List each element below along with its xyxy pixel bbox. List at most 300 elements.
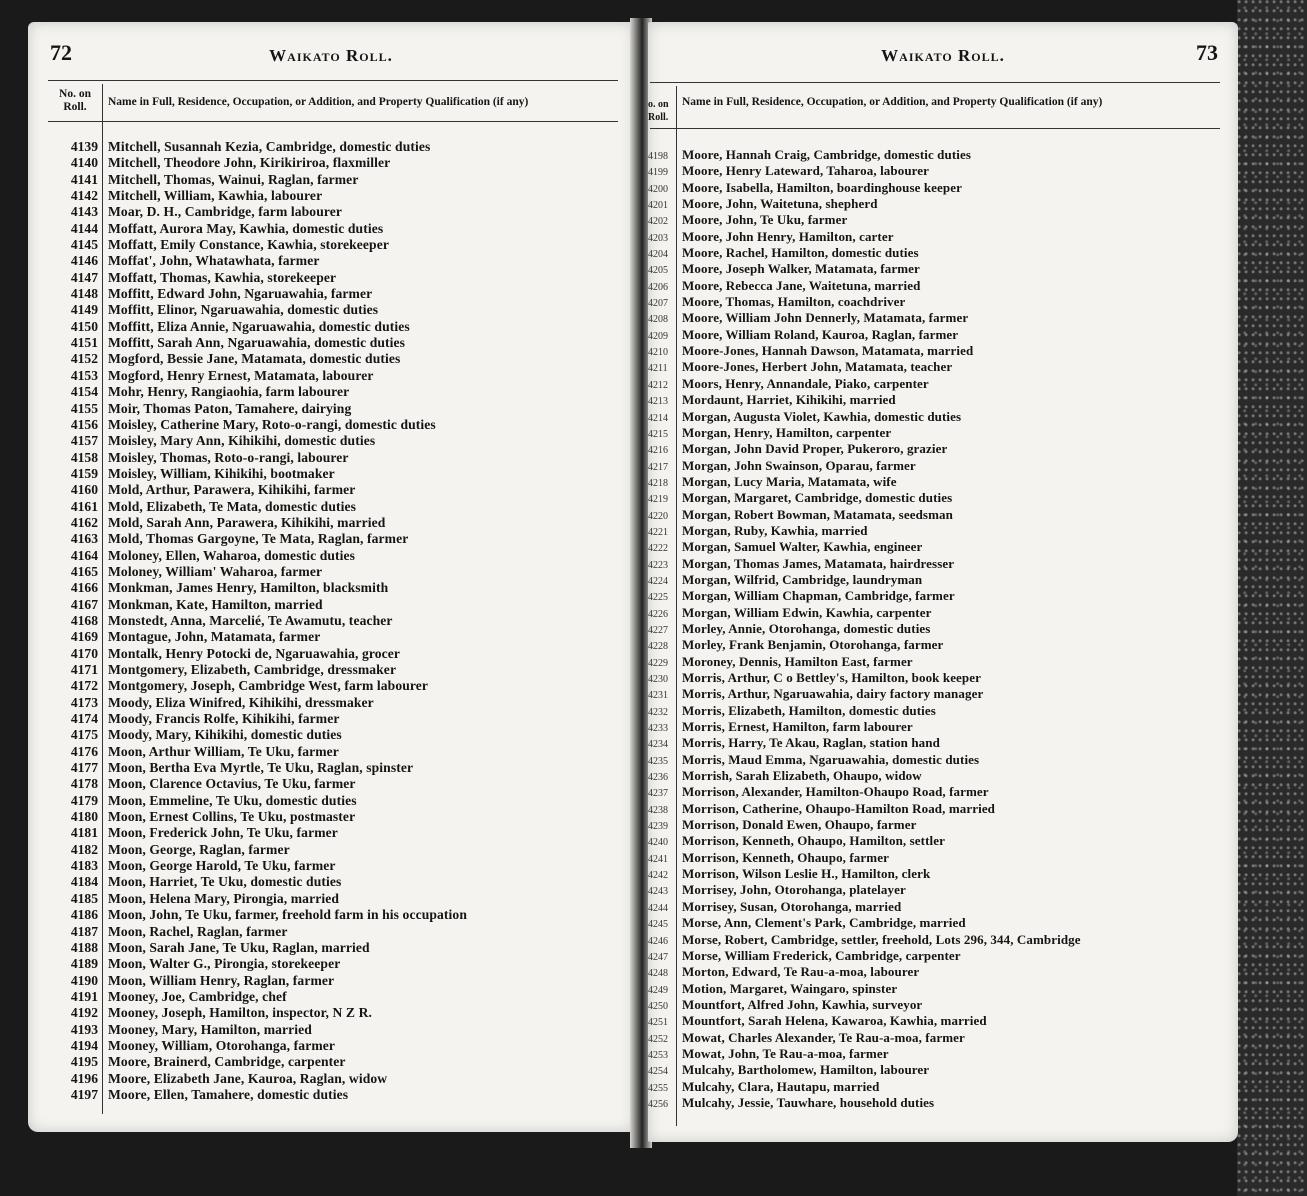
left-col-no-line2: Roll. xyxy=(63,101,87,113)
roll-name-details: Mountfort, Alfred John, Kawhia, surveyor xyxy=(682,996,923,1012)
roll-entry xyxy=(50,384,467,400)
roll-entry xyxy=(648,458,1081,474)
roll-number: 4150 xyxy=(70,318,98,334)
roll-number: 4176 xyxy=(70,743,98,759)
roll-number: 4143 xyxy=(70,204,98,220)
roll-name-details: Moisley, Mary Ann, Kihikihi, domestic duties xyxy=(108,433,376,449)
roll-entry xyxy=(648,654,1081,670)
roll-entry xyxy=(648,588,1081,604)
roll-name-details: Moon, Rachel, Raglan, farmer xyxy=(108,923,288,939)
roll-entry xyxy=(648,343,1081,359)
roll-number: 4158 xyxy=(70,449,98,465)
roll-name-details: Morgan, William Edwin, Kawhia, carpenter xyxy=(682,604,932,620)
roll-entry xyxy=(50,351,467,367)
roll-number: 4146 xyxy=(70,253,98,269)
roll-entry xyxy=(50,924,467,940)
roll-number: 4228 xyxy=(648,641,668,653)
roll-entry xyxy=(648,1062,1081,1078)
roll-number: 4191 xyxy=(70,988,98,1004)
roll-entry xyxy=(50,499,467,515)
right-page xyxy=(648,22,1238,1142)
roll-name-details: Moore, John, Waitetuna, shepherd xyxy=(682,196,878,212)
roll-name-details: Moore, Rebecca Jane, Waitetuna, married xyxy=(682,277,921,293)
roll-number: 4185 xyxy=(70,890,98,906)
roll-number: 4148 xyxy=(70,286,98,302)
roll-entry xyxy=(50,662,467,678)
roll-number: 4216 xyxy=(648,445,668,457)
left-top-rule xyxy=(48,80,618,81)
roll-number: 4213 xyxy=(648,396,668,408)
roll-number: 4222 xyxy=(648,543,668,555)
roll-name-details: Moore, Ellen, Tamahere, domestic duties xyxy=(108,1086,349,1102)
left-roll-list xyxy=(50,139,467,1103)
roll-number: 4206 xyxy=(648,281,668,293)
roll-number: 4183 xyxy=(70,858,98,874)
roll-entry xyxy=(648,768,1081,784)
left-header-rule xyxy=(48,121,618,122)
roll-entry xyxy=(648,310,1081,326)
roll-number: 4202 xyxy=(648,216,668,228)
roll-entry xyxy=(50,809,467,825)
roll-name-details: Mitchell, Thomas, Wainui, Raglan, farmer xyxy=(108,171,359,187)
left-col-no-header xyxy=(50,88,100,114)
roll-name-details: Mold, Arthur, Parawera, Kihikihi, farmer xyxy=(108,482,356,498)
roll-name-details: Moar, D. H., Cambridge, farm labourer xyxy=(108,204,343,220)
roll-number: 4233 xyxy=(648,723,668,735)
roll-entry xyxy=(50,433,467,449)
roll-name-details: Mold, Sarah Ann, Parawera, Kihikihi, married xyxy=(108,514,386,530)
roll-name-details: Morgan, Lucy Maria, Matamata, wife xyxy=(682,473,897,489)
roll-name-details: Mogford, Henry Ernest, Matamata, labourer xyxy=(108,367,374,383)
roll-entry xyxy=(50,907,467,923)
roll-name-details: Moore, John, Te Uku, farmer xyxy=(682,212,848,228)
left-page xyxy=(28,22,634,1132)
roll-entry xyxy=(50,401,467,417)
roll-number: 4227 xyxy=(648,624,668,636)
roll-name-details: Morrisey, John, Otorohanga, platelayer xyxy=(682,882,906,898)
roll-name-details: Morgan, William Chapman, Cambridge, farmer xyxy=(682,588,955,604)
roll-entry xyxy=(648,686,1081,702)
roll-entry xyxy=(50,139,467,155)
roll-entry xyxy=(648,539,1081,555)
roll-name-details: Mulcahy, Jessie, Tauwhare, household duties xyxy=(682,1094,935,1110)
roll-number: 4217 xyxy=(648,461,668,473)
roll-entry xyxy=(50,531,467,547)
roll-number: 4197 xyxy=(70,1086,98,1102)
roll-name-details: Moody, Francis Rolfe, Kihikihi, farmer xyxy=(108,711,340,727)
roll-name-details: Morley, Frank Benjamin, Otorohanga, farmer xyxy=(682,637,944,653)
right-roll-list xyxy=(648,147,1081,1111)
roll-entry xyxy=(648,719,1081,735)
roll-name-details: Mordaunt, Harriet, Kihikihi, married xyxy=(682,392,896,408)
roll-number: 4243 xyxy=(648,886,668,898)
roll-number: 4221 xyxy=(648,526,668,538)
roll-number: 4237 xyxy=(648,788,668,800)
roll-name-details: Moon, Harriet, Te Uku, domestic duties xyxy=(108,874,342,890)
roll-entry xyxy=(648,605,1081,621)
roll-name-details: Morse, Ann, Clement's Park, Cambridge, married xyxy=(682,915,966,931)
roll-entry xyxy=(648,932,1081,948)
roll-entry xyxy=(50,1022,467,1038)
left-col-no-line1: No. on xyxy=(59,88,91,100)
roll-number: 4186 xyxy=(70,907,98,923)
roll-name-details: Morgan, Samuel Walter, Kawhia, engineer xyxy=(682,539,923,555)
roll-entry xyxy=(648,163,1081,179)
roll-name-details: Morrison, Kenneth, Ohaupo, Hamilton, settler xyxy=(682,833,945,849)
roll-entry xyxy=(648,261,1081,277)
roll-name-details: Moon, Frederick John, Te Uku, farmer xyxy=(108,825,338,841)
roll-number: 4144 xyxy=(70,220,98,236)
roll-entry xyxy=(50,744,467,760)
roll-name-details: Morgan, Henry, Hamilton, carpenter xyxy=(682,424,892,440)
roll-entry xyxy=(50,989,467,1005)
roll-name-details: Moir, Thomas Paton, Tamahere, dairying xyxy=(108,400,352,416)
roll-name-details: Moore-Jones, Herbert John, Matamata, teacher xyxy=(682,359,953,375)
roll-name-details: Morris, Arthur, Ngaruawahia, dairy factory manager xyxy=(682,686,984,702)
roll-name-details: Moffitt, Sarah Ann, Ngaruawahia, domestic duties xyxy=(108,335,406,351)
roll-entry xyxy=(50,891,467,907)
roll-entry xyxy=(648,752,1081,768)
roll-number: 4187 xyxy=(70,923,98,939)
roll-entry xyxy=(50,727,467,743)
roll-entry xyxy=(648,735,1081,751)
roll-entry xyxy=(648,441,1081,457)
roll-entry xyxy=(648,229,1081,245)
roll-number: 4178 xyxy=(70,776,98,792)
roll-name-details: Moody, Eliza Winifred, Kihikihi, dressmaker xyxy=(108,694,374,710)
roll-entry xyxy=(50,1005,467,1021)
roll-entry xyxy=(648,523,1081,539)
roll-number: 4165 xyxy=(70,563,98,579)
roll-name-details: Moffatt, Thomas, Kawhia, storekeeper xyxy=(108,269,337,285)
roll-name-details: Mold, Thomas Gargoyne, Te Mata, Raglan, farmer xyxy=(108,531,409,547)
roll-number: 4252 xyxy=(648,1033,668,1045)
roll-name-details: Montgomery, Joseph, Cambridge West, farm labourer xyxy=(108,678,429,694)
roll-number: 4198 xyxy=(648,151,668,162)
roll-entry xyxy=(50,858,467,874)
roll-number: 4254 xyxy=(648,1066,668,1078)
roll-entry xyxy=(50,825,467,841)
roll-number: 4211 xyxy=(648,363,668,375)
roll-number: 4232 xyxy=(648,706,668,718)
roll-number: 4188 xyxy=(70,939,98,955)
roll-name-details: Morgan, John David Proper, Pukeroro, grazier xyxy=(682,441,948,457)
roll-name-details: Morgan, John Swainson, Oparau, farmer xyxy=(682,457,916,473)
roll-name-details: Moroney, Dennis, Hamilton East, farmer xyxy=(682,653,913,669)
roll-name-details: Mitchell, Susannah Kezia, Cambridge, domestic duties xyxy=(108,139,431,154)
roll-entry xyxy=(648,474,1081,490)
roll-number: 4199 xyxy=(648,167,668,179)
left-page-number: 72 xyxy=(50,40,72,65)
roll-entry xyxy=(50,842,467,858)
roll-name-details: Mooney, Joseph, Hamilton, inspector, N Z R. xyxy=(108,1005,372,1021)
right-page-number: 73 xyxy=(1196,40,1218,65)
roll-name-details: Morris, Arthur, C o Bettley's, Hamilton, book keeper xyxy=(682,670,982,685)
roll-entry xyxy=(50,760,467,776)
roll-entry xyxy=(648,621,1081,637)
roll-entry xyxy=(50,172,467,188)
roll-entry xyxy=(50,188,467,204)
roll-name-details: Morris, Maud Emma, Ngaruawahia, domestic duties xyxy=(682,751,980,767)
roll-name-details: Mountfort, Sarah Helena, Kawaroa, Kawhia, married xyxy=(682,1013,987,1029)
roll-name-details: Moloney, Ellen, Waharoa, domestic duties xyxy=(108,547,356,563)
roll-number: 4255 xyxy=(648,1082,668,1094)
roll-number: 4204 xyxy=(648,249,668,261)
roll-number: 4248 xyxy=(648,968,668,980)
roll-name-details: Montalk, Henry Potocki de, Ngaruawahia, grocer xyxy=(108,645,401,661)
roll-number: 4151 xyxy=(70,335,98,351)
roll-entry xyxy=(648,964,1081,980)
roll-name-details: Morrison, Donald Ewen, Ohaupo, farmer xyxy=(682,817,917,833)
roll-name-details: Moon, Walter G., Pirongia, storekeeper xyxy=(108,956,341,972)
roll-number: 4141 xyxy=(70,171,98,187)
roll-number: 4182 xyxy=(70,841,98,857)
roll-entry xyxy=(50,711,467,727)
roll-name-details: Moisley, William, Kihikihi, bootmaker xyxy=(108,465,335,481)
roll-entry xyxy=(50,237,467,253)
roll-number: 4256 xyxy=(648,1098,668,1110)
roll-name-details: Moore, Rachel, Hamilton, domestic duties xyxy=(682,245,919,261)
roll-entry xyxy=(648,180,1081,196)
roll-name-details: Moore, Hannah Craig, Cambridge, domestic duties xyxy=(682,147,972,162)
roll-name-details: Moore, Elizabeth Jane, Kauroa, Raglan, widow xyxy=(108,1070,388,1086)
roll-number: 4251 xyxy=(648,1017,668,1029)
roll-name-details: Morrison, Catherine, Ohaupo-Hamilton Road, married xyxy=(682,800,996,816)
roll-entry xyxy=(50,629,467,645)
roll-name-details: Morse, William Frederick, Cambridge, carpenter xyxy=(682,947,961,963)
roll-number: 4153 xyxy=(70,367,98,383)
roll-number: 4247 xyxy=(648,951,668,963)
roll-entry xyxy=(648,899,1081,915)
roll-number: 4193 xyxy=(70,1021,98,1037)
roll-entry xyxy=(648,490,1081,506)
roll-number: 4181 xyxy=(70,825,98,841)
roll-number: 4226 xyxy=(648,608,668,620)
roll-name-details: Mulcahy, Clara, Hautapu, married xyxy=(682,1078,880,1094)
roll-entry xyxy=(648,882,1081,898)
roll-entry xyxy=(648,850,1081,866)
roll-name-details: Moisley, Thomas, Roto-o-rangi, labourer xyxy=(108,449,349,465)
roll-name-details: Morgan, Margaret, Cambridge, domestic duties xyxy=(682,490,953,506)
roll-entry xyxy=(50,368,467,384)
roll-number: 4169 xyxy=(70,629,98,645)
roll-entry xyxy=(50,646,467,662)
roll-entry xyxy=(50,940,467,956)
roll-entry xyxy=(648,425,1081,441)
roll-name-details: Moore, Thomas, Hamilton, coachdriver xyxy=(682,294,906,310)
roll-number: 4174 xyxy=(70,711,98,727)
roll-number: 4192 xyxy=(70,1005,98,1021)
roll-number: 4189 xyxy=(70,956,98,972)
roll-name-details: Morgan, Augusta Violet, Kawhia, domestic duties xyxy=(682,408,962,424)
roll-entry xyxy=(50,1038,467,1054)
roll-entry xyxy=(50,1087,467,1103)
roll-number: 4140 xyxy=(70,155,98,171)
roll-entry xyxy=(648,981,1081,997)
roll-entry xyxy=(648,1046,1081,1062)
left-running-head: Waikato Roll. xyxy=(269,46,393,65)
roll-entry xyxy=(50,1054,467,1070)
roll-name-details: Morris, Ernest, Hamilton, farm labourer xyxy=(682,719,913,735)
roll-name-details: Moon, George, Raglan, farmer xyxy=(108,841,290,857)
roll-entry xyxy=(50,564,467,580)
roll-number: 4162 xyxy=(70,514,98,530)
roll-entry xyxy=(50,956,467,972)
roll-name-details: Morgan, Robert Bowman, Matamata, seedsman xyxy=(682,506,953,522)
roll-number: 4230 xyxy=(648,674,668,685)
roll-entry xyxy=(648,278,1081,294)
roll-name-details: Moody, Mary, Kihikihi, domestic duties xyxy=(108,727,342,743)
roll-number: 4155 xyxy=(70,400,98,416)
roll-entry xyxy=(648,637,1081,653)
roll-entry xyxy=(50,302,467,318)
roll-entry xyxy=(648,327,1081,343)
roll-name-details: Mitchell, William, Kawhia, labourer xyxy=(108,188,323,204)
roll-number: 4156 xyxy=(70,416,98,432)
roll-name-details: Montague, John, Matamata, farmer xyxy=(108,629,321,645)
roll-name-details: Mulcahy, Bartholomew, Hamilton, labourer xyxy=(682,1062,930,1078)
roll-entry xyxy=(648,359,1081,375)
roll-name-details: Mooney, William, Otorohanga, farmer xyxy=(108,1037,336,1053)
roll-number: 4159 xyxy=(70,465,98,481)
roll-entry xyxy=(648,556,1081,572)
roll-name-details: Moffitt, Eliza Annie, Ngaruawahia, domestic duties xyxy=(108,318,410,334)
roll-number: 4229 xyxy=(648,657,668,669)
roll-number: 4207 xyxy=(648,298,668,310)
roll-entry xyxy=(50,597,467,613)
roll-name-details: Morrisey, Susan, Otorohanga, married xyxy=(682,898,902,914)
roll-entry xyxy=(648,1013,1081,1029)
roll-entry xyxy=(648,948,1081,964)
roll-number: 4170 xyxy=(70,645,98,661)
roll-entry xyxy=(50,155,467,171)
roll-number: 4214 xyxy=(648,412,668,424)
roll-entry xyxy=(50,515,467,531)
roll-entry xyxy=(648,997,1081,1013)
roll-entry xyxy=(50,793,467,809)
roll-entry xyxy=(648,376,1081,392)
roll-name-details: Monkman, Kate, Hamilton, married xyxy=(108,596,323,612)
roll-name-details: Moore, Isabella, Hamilton, boardinghouse keeper xyxy=(682,179,962,195)
roll-number: 4235 xyxy=(648,755,668,767)
roll-entry xyxy=(50,270,467,286)
roll-name-details: Moffatt, Aurora May, Kawhia, domestic duties xyxy=(108,220,384,236)
roll-name-details: Monkman, James Henry, Hamilton, blacksmith xyxy=(108,580,389,596)
roll-number: 4139 xyxy=(70,139,98,154)
roll-number: 4234 xyxy=(648,739,668,751)
roll-name-details: Moon, Bertha Eva Myrtle, Te Uku, Raglan, spinster xyxy=(108,760,414,776)
roll-number: 4145 xyxy=(70,237,98,253)
roll-name-details: Mowat, Charles Alexander, Te Rau-a-moa, farmer xyxy=(682,1029,965,1045)
roll-name-details: Moon, William Henry, Raglan, farmer xyxy=(108,972,335,988)
roll-name-details: Moors, Henry, Annandale, Piako, carpenter xyxy=(682,375,929,391)
roll-number: 4250 xyxy=(648,1000,668,1012)
roll-name-details: Monstedt, Anna, Marcelié, Te Awamutu, teacher xyxy=(108,612,393,628)
roll-name-details: Mohr, Henry, Rangiaohia, farm labourer xyxy=(108,384,350,400)
right-header-rule xyxy=(650,128,1220,129)
roll-number: 4208 xyxy=(648,314,668,326)
roll-name-details: Motion, Margaret, Waingaro, spinster xyxy=(682,980,898,996)
roll-number: 4203 xyxy=(648,232,668,244)
roll-entry xyxy=(648,572,1081,588)
roll-name-details: Montgomery, Elizabeth, Cambridge, dressmaker xyxy=(108,662,397,677)
roll-name-details: Moore, Henry Lateward, Taharoa, labourer xyxy=(682,163,930,179)
roll-name-details: Morse, Robert, Cambridge, settler, freehold, Lots 296, 344, Cambridge xyxy=(682,931,1081,947)
roll-number: 4249 xyxy=(648,984,668,996)
roll-number: 4246 xyxy=(648,935,668,947)
roll-name-details: Moffitt, Edward John, Ngaruawahia, farmer xyxy=(108,286,373,302)
roll-name-details: Moon, John, Te Uku, farmer, freehold farm in his occupation xyxy=(108,907,467,923)
roll-number: 4163 xyxy=(70,531,98,547)
roll-name-details: Mooney, Joe, Cambridge, chef xyxy=(108,988,287,1004)
roll-entry xyxy=(50,548,467,564)
roll-number: 4205 xyxy=(648,265,668,277)
roll-entry xyxy=(50,335,467,351)
roll-name-details: Moon, Helena Mary, Pirongia, married xyxy=(108,890,340,906)
roll-name-details: Moffitt, Elinor, Ngaruawahia, domestic duties xyxy=(108,302,379,318)
roll-name-details: Morrison, Wilson Leslie H., Hamilton, clerk xyxy=(682,866,931,882)
roll-name-details: Moore, Joseph Walker, Matamata, farmer xyxy=(682,261,920,277)
roll-number: 4147 xyxy=(70,269,98,285)
roll-entry xyxy=(648,833,1081,849)
roll-number: 4190 xyxy=(70,972,98,988)
roll-number: 4225 xyxy=(648,592,668,604)
roll-number: 4245 xyxy=(648,919,668,931)
roll-number: 4177 xyxy=(70,760,98,776)
right-col-no-header xyxy=(648,98,674,124)
roll-number: 4166 xyxy=(70,580,98,596)
roll-name-details: Mooney, Mary, Hamilton, married xyxy=(108,1021,312,1037)
roll-name-details: Moon, Sarah Jane, Te Uku, Raglan, married xyxy=(108,939,370,955)
roll-entry xyxy=(50,1071,467,1087)
roll-entry xyxy=(648,784,1081,800)
roll-entry xyxy=(648,915,1081,931)
roll-name-details: Moon, Ernest Collins, Te Uku, postmaster xyxy=(108,809,356,825)
roll-number: 4200 xyxy=(648,183,668,195)
roll-number: 4210 xyxy=(648,347,668,359)
roll-name-details: Moffatt, Emily Constance, Kawhia, storekeeper xyxy=(108,237,389,253)
roll-name-details: Moore, William Roland, Kauroa, Raglan, farmer xyxy=(682,326,959,342)
roll-entry xyxy=(648,703,1081,719)
roll-name-details: Mowat, John, Te Rau-a-moa, farmer xyxy=(682,1045,889,1061)
roll-number: 4209 xyxy=(648,330,668,342)
roll-entry xyxy=(50,482,467,498)
roll-name-details: Moore, John Henry, Hamilton, carter xyxy=(682,228,894,244)
roll-name-details: Morgan, Thomas James, Matamata, hairdresser xyxy=(682,555,955,571)
roll-entry xyxy=(50,286,467,302)
roll-number: 4231 xyxy=(648,690,668,702)
roll-entry xyxy=(50,221,467,237)
roll-number: 4152 xyxy=(70,351,98,367)
roll-number: 4175 xyxy=(70,727,98,743)
roll-number: 4201 xyxy=(648,200,668,212)
roll-entry xyxy=(648,1095,1081,1111)
roll-entry xyxy=(50,580,467,596)
roll-number: 4157 xyxy=(70,433,98,449)
right-top-rule xyxy=(650,82,1220,83)
roll-number: 4167 xyxy=(70,596,98,612)
roll-name-details: Morley, Annie, Otorohanga, domestic duties xyxy=(682,620,931,636)
roll-entry xyxy=(648,409,1081,425)
roll-number: 4171 xyxy=(70,662,98,677)
roll-entry xyxy=(648,817,1081,833)
roll-name-details: Moore-Jones, Hannah Dawson, Matamata, married xyxy=(682,343,974,359)
roll-number: 4218 xyxy=(648,477,668,489)
roll-number: 4142 xyxy=(70,188,98,204)
roll-number: 4160 xyxy=(70,482,98,498)
right-col-no-line1: o. on xyxy=(648,99,669,110)
roll-number: 4184 xyxy=(70,874,98,890)
